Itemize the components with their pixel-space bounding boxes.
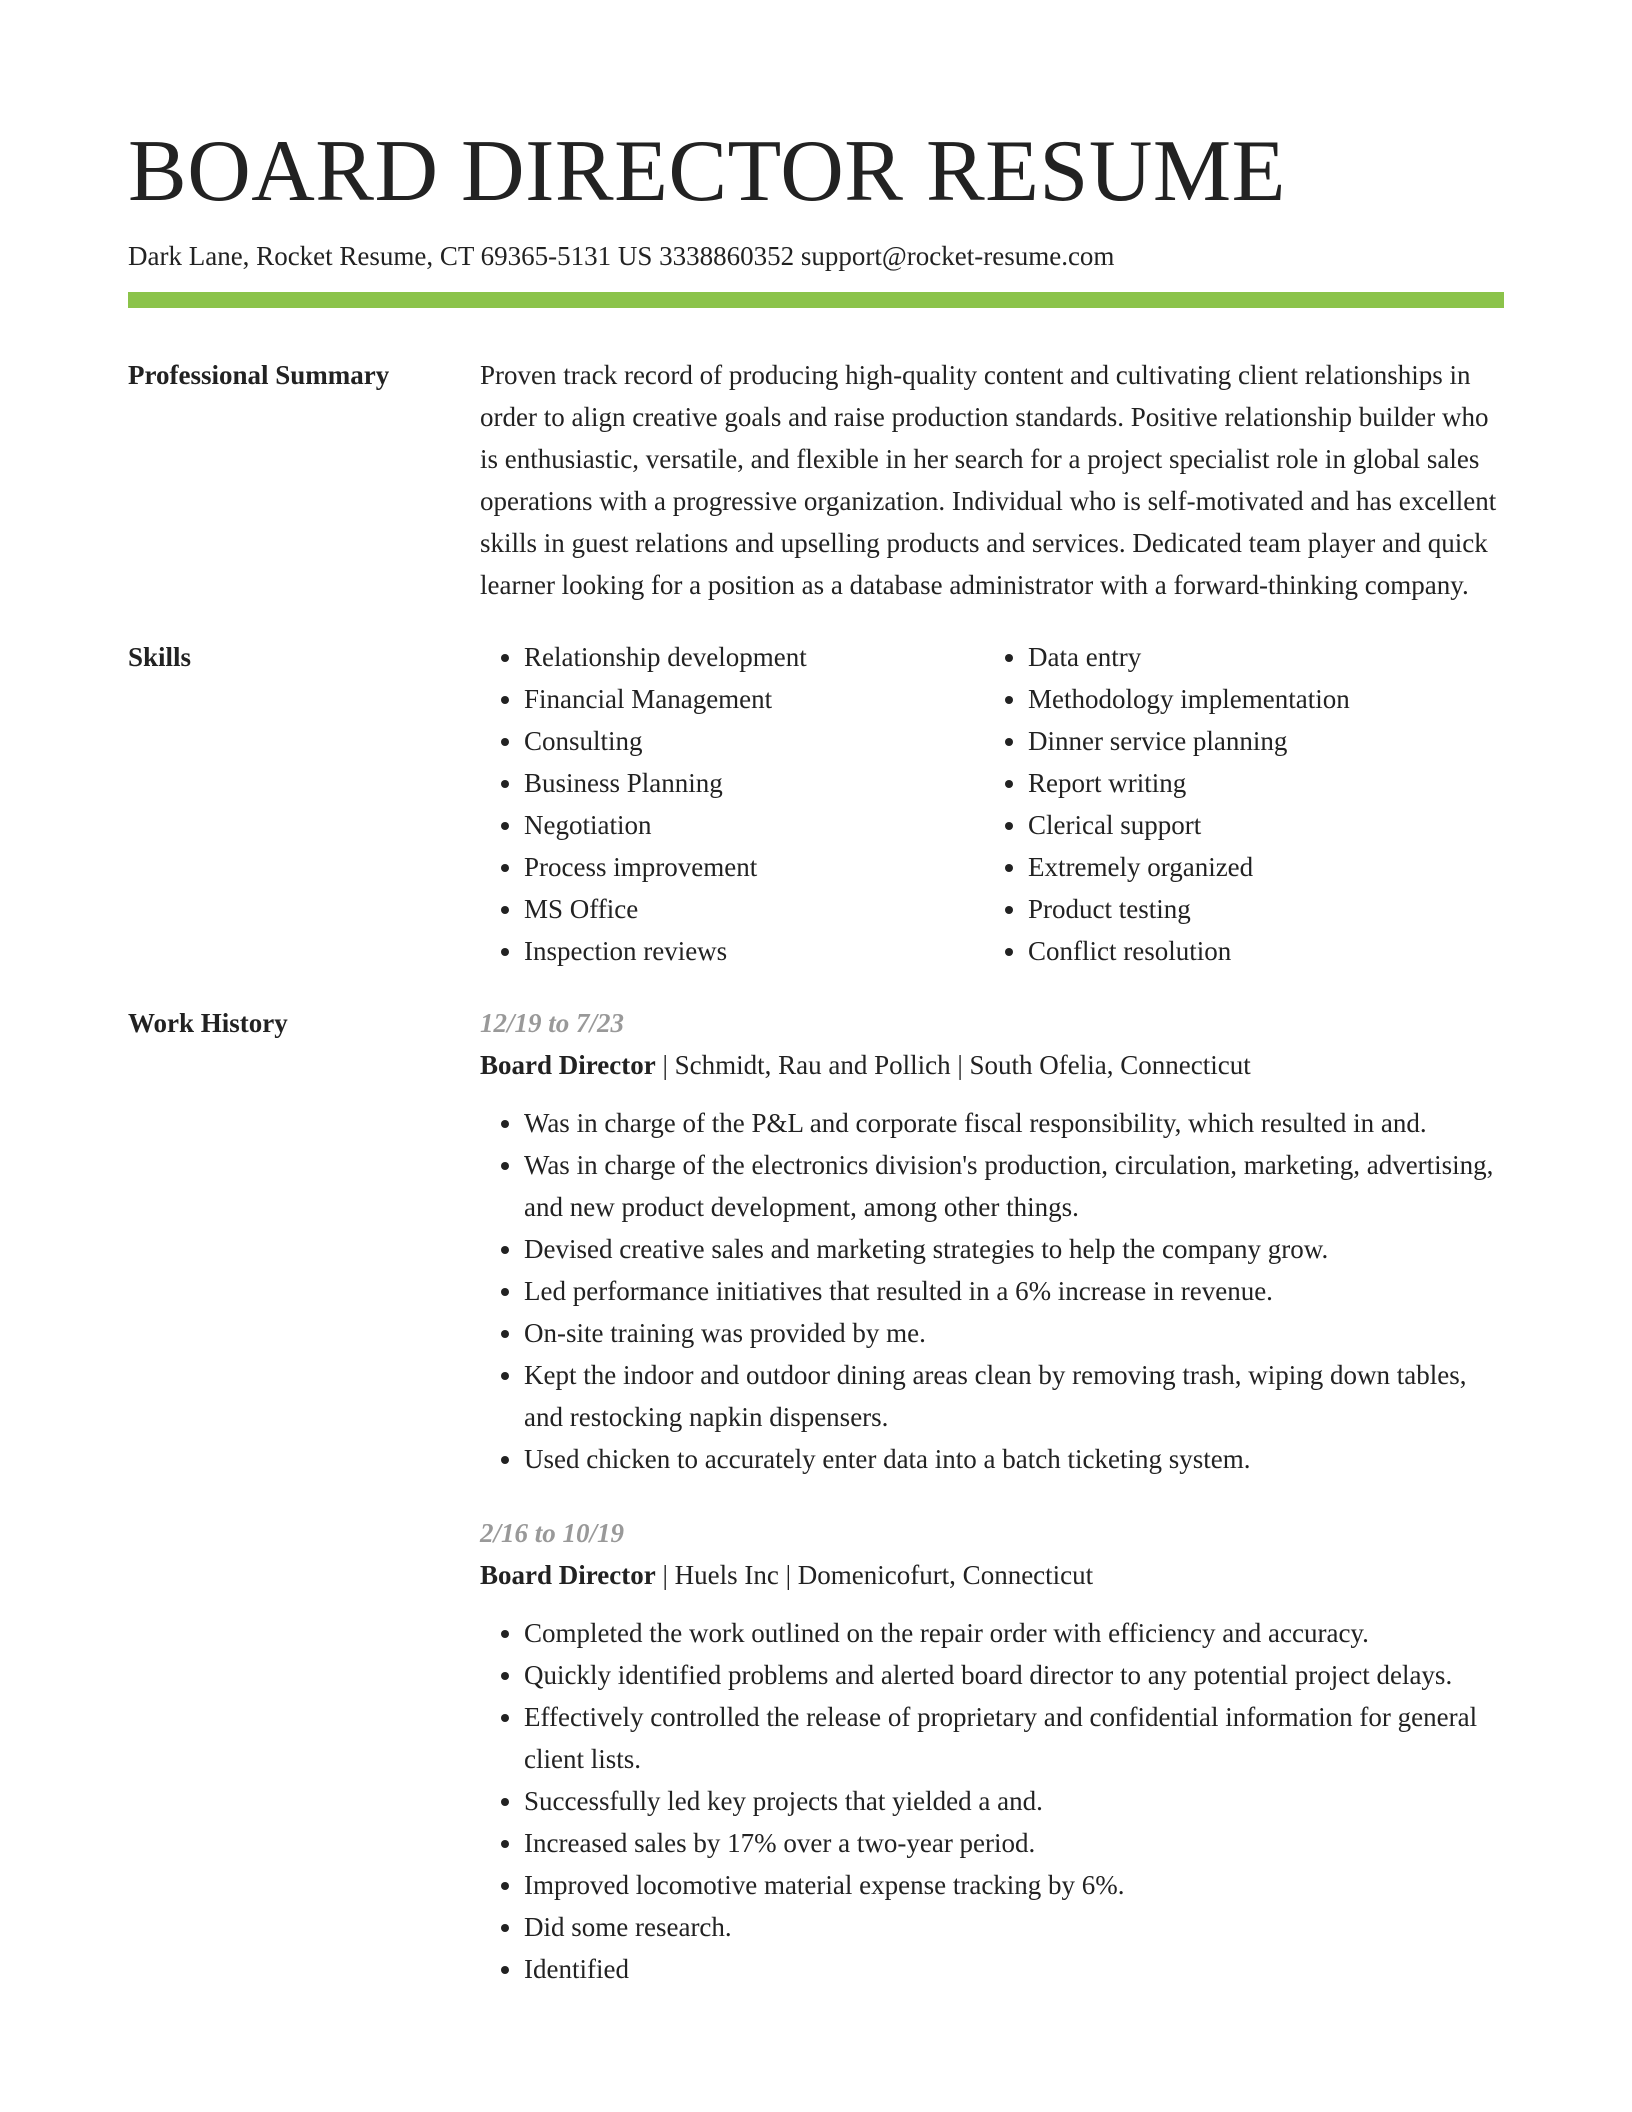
job-bullet: • Used chicken to accurately enter data into a batch ticketing system.	[524, 1438, 1504, 1480]
job-bullet: • Completed the work outlined on the repair order with efficiency and accuracy.	[524, 1612, 1504, 1654]
job-title: Board Director	[480, 1050, 656, 1080]
skill-item: • Relationship development	[524, 636, 984, 678]
job-bullet: • Was in charge of the P&L and corporate fiscal responsibility, which resulted in and.	[524, 1102, 1504, 1144]
accent-divider	[128, 292, 1504, 308]
job-bullet: • Did some research.	[524, 1906, 1504, 1948]
job-bullet: • Was in charge of the electronics division's production, circulation, marketing, advertising, and new product development, among other things.	[524, 1144, 1504, 1228]
job-heading-line	[480, 1044, 1504, 1086]
contact-line: Dark Lane, Rocket Resume, CT 69365-5131 US 3338860352 support@rocket-resume.com	[128, 241, 1115, 271]
skills-section	[128, 636, 1504, 972]
job-title: Board Director	[480, 1560, 656, 1590]
summary-heading: Professional Summary	[128, 360, 390, 390]
work-history-section	[128, 1002, 1504, 1990]
job-bullet-list	[480, 1102, 1504, 1480]
skill-item: • Financial Management	[524, 678, 984, 720]
skill-item: • Product testing	[1028, 888, 1488, 930]
job-bullet: • Led performance initiatives that resulted in a 6% increase in revenue.	[524, 1270, 1504, 1312]
job-bullet: • Kept the indoor and outdoor dining areas clean by removing trash, wiping down tables, and restocking napkin dispensers.	[524, 1354, 1504, 1438]
skill-item: • Data entry	[1028, 636, 1488, 678]
job-bullet: • Devised creative sales and marketing strategies to help the company grow.	[524, 1228, 1504, 1270]
job-heading-line	[480, 1554, 1504, 1596]
skills-list-right	[984, 636, 1488, 972]
skill-item: • Extremely organized	[1028, 846, 1488, 888]
job-bullet: • On-site training was provided by me.	[524, 1312, 1504, 1354]
job-entry	[480, 1512, 1504, 1990]
summary-body	[480, 354, 1504, 606]
work-history-heading: Work History	[128, 1008, 288, 1038]
job-entry	[480, 1002, 1504, 1480]
resume-title: BOARD DIRECTOR RESUME	[128, 123, 1286, 220]
skill-item: • Conflict resolution	[1028, 930, 1488, 972]
skills-body	[480, 636, 1504, 972]
job-bullet: • Effectively controlled the release of proprietary and confidential information for general client lists.	[524, 1696, 1504, 1780]
skill-item: • Methodology implementation	[1028, 678, 1488, 720]
skill-item: • Inspection reviews	[524, 930, 984, 972]
job-dates: 12/19 to 7/23	[480, 1008, 625, 1038]
summary-section	[128, 354, 1504, 606]
job-employer-location: | Huels Inc | Domenicofurt, Connecticut	[655, 1560, 1094, 1590]
job-employer-location: | Schmidt, Rau and Pollich | South Ofelia, Connecticut	[655, 1050, 1251, 1080]
skill-item: • Negotiation	[524, 804, 984, 846]
job-bullet: • Successfully led key projects that yielded a and.	[524, 1780, 1504, 1822]
job-bullet: • Quickly identified problems and alerted board director to any potential project delays.	[524, 1654, 1504, 1696]
skill-item: • Business Planning	[524, 762, 984, 804]
summary-text: Proven track record of producing high-quality content and cultivating client relationships in order to align creative goals and raise production standards. Positive relationship builder who is enthusiastic, versatile, and flexible in her search for a project specialist role in global sales operations with a progressive organization. Individual who is self-motivated and has excellent skills in guest relations and upselling products and services. Dedicated team player and quick learner looking for a position as a database administrator with a forward-thinking company.	[480, 360, 1497, 600]
skill-item: • Clerical support	[1028, 804, 1488, 846]
skill-item: • Process improvement	[524, 846, 984, 888]
skill-item: • Consulting	[524, 720, 984, 762]
job-dates: 2/16 to 10/19	[480, 1518, 625, 1548]
job-bullet-list	[480, 1612, 1504, 1990]
job-bullet: • Improved locomotive material expense tracking by 6%.	[524, 1864, 1504, 1906]
skills-list-left	[480, 636, 984, 972]
skill-item: • Dinner service planning	[1028, 720, 1488, 762]
skill-item: • Report writing	[1028, 762, 1488, 804]
skills-heading: Skills	[128, 642, 192, 672]
job-bullet: • Identified	[524, 1948, 1504, 1990]
work-history-body	[480, 1002, 1504, 1990]
skill-item: • MS Office	[524, 888, 984, 930]
job-bullet: • Increased sales by 17% over a two-year period.	[524, 1822, 1504, 1864]
